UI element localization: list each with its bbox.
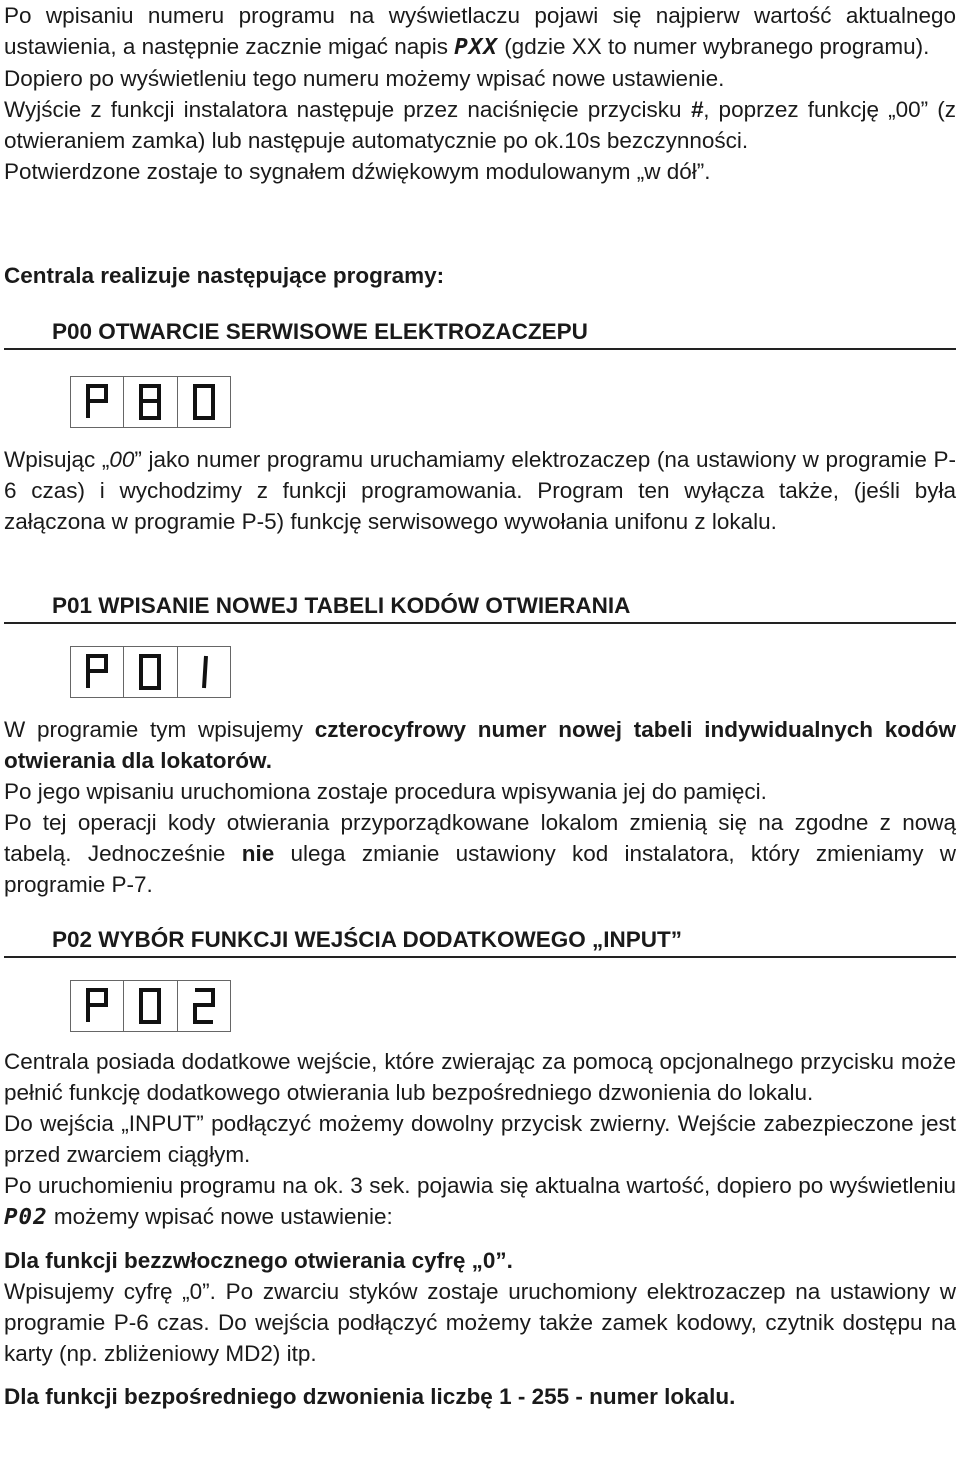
- intro-text-3b: , poprzez funkcję „00” (z otwieraniem zamka) lub następuje automatycznie po ok.10s bezczynności.: [4, 97, 956, 153]
- intro-paragraph-2: Dopiero po wyświetleniu tego numeru możemy wpisać nowe ustawienie.: [4, 66, 725, 91]
- intro-text-3a: Wyjście z funkcji instalatora następuje przez naciśnięcie przycisku: [4, 97, 682, 122]
- lcd-digit-p: [71, 647, 124, 697]
- p01-body: [4, 714, 956, 900]
- p01-text-a: W programie tym wpisujemy: [4, 717, 303, 742]
- p02-sub2-heading: Dla funkcji bezpośredniego dzwonienia liczbę 1 - 255 - numer lokalu.: [4, 1384, 736, 1409]
- p02-paragraph-3: [4, 1170, 956, 1233]
- p01-text-3b: ulega zmianie ustawiony kod instalatora, który zmieniamy w programie P-7.: [4, 841, 956, 897]
- p01-text-3-bold: nie: [241, 841, 275, 866]
- lcd-digit-p: [71, 981, 124, 1031]
- intro-block: [4, 0, 956, 187]
- p01-paragraph-1: [4, 714, 956, 776]
- intro-text-1-tail: (gdzie XX to numer wybranego programu).: [504, 34, 930, 59]
- p00-lcd-display: [70, 376, 231, 428]
- lcd-digit-p: [71, 377, 124, 427]
- p01-lcd-display: [70, 646, 231, 698]
- p02-sub1-heading: Dla funkcji bezzwłocznego otwierania cyfrę „0”.: [4, 1248, 513, 1273]
- p02-sub1-text: Wpisujemy cyfrę „0”. Po zwarciu styków zostaje uruchomiony elektrozaczep na ustawiony w programie P-6 czas. Do wejścia podłączyć możemy także zamek kodowy, czytnik dostępu na karty (np. zbliżeniowy MD2) itp.: [4, 1279, 956, 1366]
- lcd-digit-1: [178, 647, 230, 697]
- p00-text-a: Wpisując „: [4, 447, 110, 472]
- lcd-digit-0: [124, 377, 177, 427]
- intro-paragraph-1: [4, 0, 956, 63]
- lcd-digit-0: [124, 981, 177, 1031]
- intro-paragraph-3: [4, 94, 956, 156]
- p02-text-3-tail: możemy wpisać nowe ustawienie:: [53, 1204, 393, 1229]
- intro-paragraph-4: Potwierdzone zostaje to sygnałem dźwiękowym modulowanym „w dół”.: [4, 159, 711, 184]
- programs-heading: Centrala realizuje następujące programy:: [4, 263, 445, 288]
- p02-heading: P02 WYBÓR FUNKCJI WEJŚCIA DODATKOWEGO „INPUT”: [52, 927, 683, 952]
- p02-body: [4, 1046, 956, 1412]
- p00-body: [4, 444, 956, 537]
- p01-divider: [4, 622, 956, 624]
- p02-divider: [4, 956, 956, 958]
- p01-text-3a: Po tej operacji kody otwierania przyporządkowane lokalom zmienią się na zgodne z nową tabelą. Jednocześnie: [4, 810, 956, 866]
- hash-key: #: [690, 97, 704, 122]
- lcd-inline-p02: P02: [4, 1204, 48, 1230]
- p02-paragraph-2: Do wejścia „INPUT” podłączyć możemy dowolny przycisk zwierny. Wejście zabezpieczone jest przed zwarciem ciągłym.: [4, 1111, 956, 1167]
- lcd-digit-0: [178, 377, 230, 427]
- lcd-digit-2: [178, 981, 230, 1031]
- p01-paragraph-3: [4, 807, 956, 900]
- lcd-inline-pxx: PXX: [454, 34, 498, 60]
- intro-text-1: Po wpisaniu numeru programu na wyświetlaczu pojawi się najpierw wartość aktualnego ustawienia, a następnie zacznie migać napis: [4, 3, 956, 59]
- p00-heading: P00 OTWARCIE SERWISOWE ELEKTROZACZEPU: [52, 319, 588, 344]
- p00-paragraph: [4, 444, 956, 537]
- p02-lcd-display: [70, 980, 231, 1032]
- p01-text-bold: czterocyfrowy numer nowej tabeli indywidualnych kodów otwierania dla lokatorów.: [4, 717, 956, 773]
- p00-divider: [4, 348, 956, 350]
- p00-code: 00: [109, 447, 135, 472]
- p00-text-b: ” jako numer programu uruchamiamy elektrozaczep (na ustawiony w programie P-6 czas) i wychodzimy z funkcji programowania. Program ten wyłącza także, (jeśli była załączona w programie P-5) funkcję serwisowego wywołania unifonu z lokalu.: [4, 447, 956, 534]
- p01-paragraph-2: Po jego wpisaniu uruchomiona zostaje procedura wpisywania jej do pamięci.: [4, 779, 767, 804]
- p02-paragraph-1: Centrala posiada dodatkowe wejście, które zwierając za pomocą opcjonalnego przycisku może pełnić funkcję dodatkowego otwierania lub bezpośredniego dzwonienia do lokalu.: [4, 1049, 956, 1105]
- lcd-digit-0: [124, 647, 177, 697]
- p01-heading: P01 WPISANIE NOWEJ TABELI KODÓW OTWIERANIA: [52, 593, 631, 618]
- p02-text-3: Po uruchomieniu programu na ok. 3 sek. pojawia się aktualna wartość, dopiero po wyświetleniu: [4, 1173, 956, 1198]
